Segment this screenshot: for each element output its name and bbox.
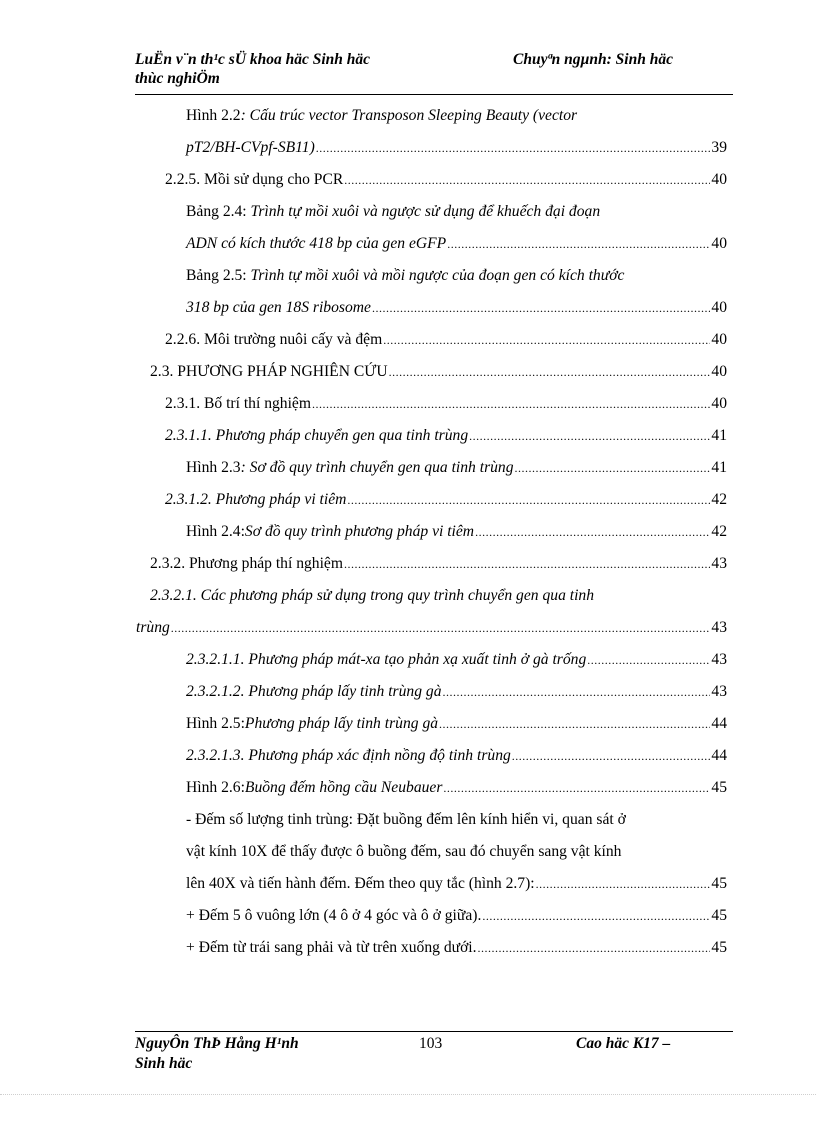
toc-leader-dots [383, 328, 710, 352]
toc-leader-dots [443, 680, 711, 704]
toc-entry [150, 360, 727, 384]
toc-leader-dots [372, 296, 710, 320]
footer-course: Cao häc K17 – [576, 1035, 671, 1052]
toc-entry-page: 42 [711, 491, 727, 508]
toc-leader-dots [344, 552, 710, 576]
toc-entry-page: 40 [711, 299, 727, 316]
toc-entry-prefix: Hình 2.4: [186, 523, 245, 540]
toc-entry-title: Trình tự mồi xuôi và mồi ngược của đoạn gen có kích thước [250, 267, 625, 284]
toc-leader-dots [482, 904, 710, 928]
page-footer [135, 1034, 733, 1078]
toc-entry-title: + Đếm từ trái sang phải và từ trên xuống dưới. [186, 939, 477, 956]
toc-entry-page: 44 [711, 715, 727, 732]
toc-entry-title: 2.3.2.1.1. Phương pháp mát-xa tạo phản xạ xuất tinh ở gà trống [186, 651, 587, 668]
toc-entry-title: lên 40X và tiến hành đếm. Đếm theo quy tắc (hình 2.7): [186, 875, 535, 892]
toc-entry-title: 2.3.1. Bố trí thí nghiệm [165, 395, 311, 412]
toc-entry-title: Phương pháp lấy tinh trùng gà [244, 715, 439, 732]
toc-entry-title: : Sơ đồ quy trình chuyển gen qua tinh trùng [240, 459, 514, 476]
toc-leader-dots [447, 232, 710, 256]
toc-entry [165, 392, 727, 416]
toc-leader-dots [347, 488, 710, 512]
toc-leader-dots [536, 872, 711, 896]
toc-entry-title: 2.2.6. Môi trường nuôi cấy và đệm [165, 331, 383, 348]
toc-entry [186, 200, 600, 224]
header-thesis-title-line2: thùc nghiÖm [135, 70, 220, 87]
toc-entry-page: 41 [711, 459, 727, 476]
toc-entry [186, 744, 727, 768]
footer-author-line2: Sinh häc [135, 1055, 193, 1072]
toc-leader-dots [316, 136, 711, 160]
toc-entry-page: 45 [711, 939, 727, 956]
toc-entry-title: + Đếm 5 ô vuông lớn (4 ô ở 4 góc và ô ở giữa). [186, 907, 482, 924]
toc-leader-dots [478, 936, 711, 960]
footer-rule [135, 1031, 733, 1032]
header-rule [135, 94, 733, 95]
toc-entry-prefix: Hình 2.5: [186, 715, 245, 732]
toc-entry-title: trùng [136, 619, 170, 636]
toc-entry [150, 552, 727, 576]
toc-leader-dots [469, 424, 710, 448]
toc-entry [186, 904, 727, 928]
toc-entry-page: 43 [711, 555, 727, 572]
footer-author-line1: NguyÔn ThÞ Hång H¹nh [135, 1035, 299, 1052]
page-number: 103 [419, 1035, 443, 1052]
toc-leader-dots [439, 712, 710, 736]
toc-entry-title: 2.2.5. Mồi sử dụng cho PCR [165, 171, 344, 188]
toc-entry-title: : Cấu trúc vector Transposon Sleeping Beauty (vector [240, 107, 578, 124]
toc-entry-page: 43 [711, 651, 727, 668]
toc-entry-title: 318 bp của gen 18S ribosome [186, 299, 371, 316]
toc-entry-title: - Đếm số lượng tinh trùng: Đặt buồng đếm lên kính hiển vi, quan sát ở [186, 811, 626, 828]
footer-author [135, 1034, 299, 1074]
toc-entry-title: 2.3.1.2. Phương pháp vi tiêm [165, 491, 347, 508]
toc-entry [186, 296, 727, 320]
toc-entry-page: 41 [711, 427, 727, 444]
toc-entry-title: 2.3.2.1.2. Phương pháp lấy tinh trùng gà [186, 683, 442, 700]
toc-entry-prefix: Hình 2.2 [186, 107, 241, 124]
toc-entry-title: 2.3.1.1. Phương pháp chuyển gen qua tinh trùng [165, 427, 469, 444]
toc-entry-page: 45 [711, 779, 727, 796]
toc-entry-page: 39 [711, 139, 727, 156]
toc-leader-dots [344, 168, 710, 192]
toc-entry [186, 840, 621, 864]
toc-entry [150, 584, 594, 608]
toc-entry-page: 43 [711, 619, 727, 636]
header-thesis-title-line1: LuËn v¨n th¹c sÜ khoa häc Sinh häc [135, 51, 371, 68]
toc-entry-title: 2.3.2.1.3. Phương pháp xác định nồng độ tinh trùng [186, 747, 511, 764]
toc-entry-page: 43 [711, 683, 727, 700]
toc-entry [165, 424, 727, 448]
page-header [135, 50, 733, 92]
toc-entry [136, 616, 727, 640]
toc-entry [186, 808, 626, 832]
toc-leader-dots [587, 648, 710, 672]
toc-entry-title: pT2/BH-CVpf-SB11) [186, 139, 315, 156]
toc-entry [186, 264, 624, 288]
header-thesis-title [135, 50, 370, 88]
toc-entry-prefix: Bảng 2.4: [186, 203, 251, 220]
toc-entry-prefix: Bảng 2.5: [186, 267, 251, 284]
toc-entry-page: 40 [711, 235, 727, 252]
toc-entry [165, 488, 727, 512]
toc-entry-prefix: Hình 2.3 [186, 459, 241, 476]
toc-entry [186, 104, 577, 128]
toc-entry-page: 40 [711, 395, 727, 412]
toc-entry-page: 40 [711, 171, 727, 188]
toc-entry-page: 40 [711, 331, 727, 348]
toc-entry [186, 648, 727, 672]
toc-entry-title: Sơ đồ quy trình phương pháp vi tiêm [244, 523, 475, 540]
toc-leader-dots [515, 456, 711, 480]
toc-entry [186, 232, 727, 256]
toc-entry-title: vật kính 10X để thấy được ô buồng đếm, sau đó chuyển sang vật kính [186, 843, 622, 860]
toc-leader-dots [512, 744, 711, 768]
toc-entry [186, 680, 727, 704]
toc-leader-dots [312, 392, 710, 416]
toc-entry-title: Trình tự mồi xuôi và ngược sử dụng để khuếch đại đoạn [250, 203, 601, 220]
toc-entry [186, 520, 727, 544]
toc-entry-title: Buồng đếm hồng cầu Neubauer [244, 779, 443, 796]
toc-entry-page: 40 [711, 363, 727, 380]
toc-entry [186, 936, 727, 960]
toc-entry [186, 136, 727, 160]
toc-entry-title: ADN có kích thước 418 bp của gen eGFP [186, 235, 447, 252]
toc-entry-page: 45 [711, 875, 727, 892]
toc-entry-title: 2.3.2. Phương pháp thí nghiệm [150, 555, 343, 572]
header-major: Chuyªn ngµnh: Sinh häc [513, 51, 673, 68]
toc-entry [186, 456, 727, 480]
toc-entry [165, 328, 727, 352]
toc-entry-page: 45 [711, 907, 727, 924]
toc-entry-title: 2.3.2.1. Các phương pháp sử dụng trong quy trình chuyển gen qua tinh [150, 587, 595, 604]
toc-entry [186, 872, 727, 896]
page-edge-divider [0, 1094, 816, 1095]
toc-entry [165, 168, 727, 192]
toc-leader-dots [171, 616, 711, 640]
toc-entry [186, 712, 727, 736]
toc-entry-prefix: Hình 2.6: [186, 779, 245, 796]
toc-entry-page: 42 [711, 523, 727, 540]
toc-entry [186, 776, 727, 800]
toc-entry-page: 44 [711, 747, 727, 764]
toc-leader-dots [443, 776, 710, 800]
toc-leader-dots [389, 360, 711, 384]
toc-leader-dots [475, 520, 710, 544]
toc-entry-title: 2.3. PHƯƠNG PHÁP NGHIÊN CỨU [150, 363, 388, 380]
